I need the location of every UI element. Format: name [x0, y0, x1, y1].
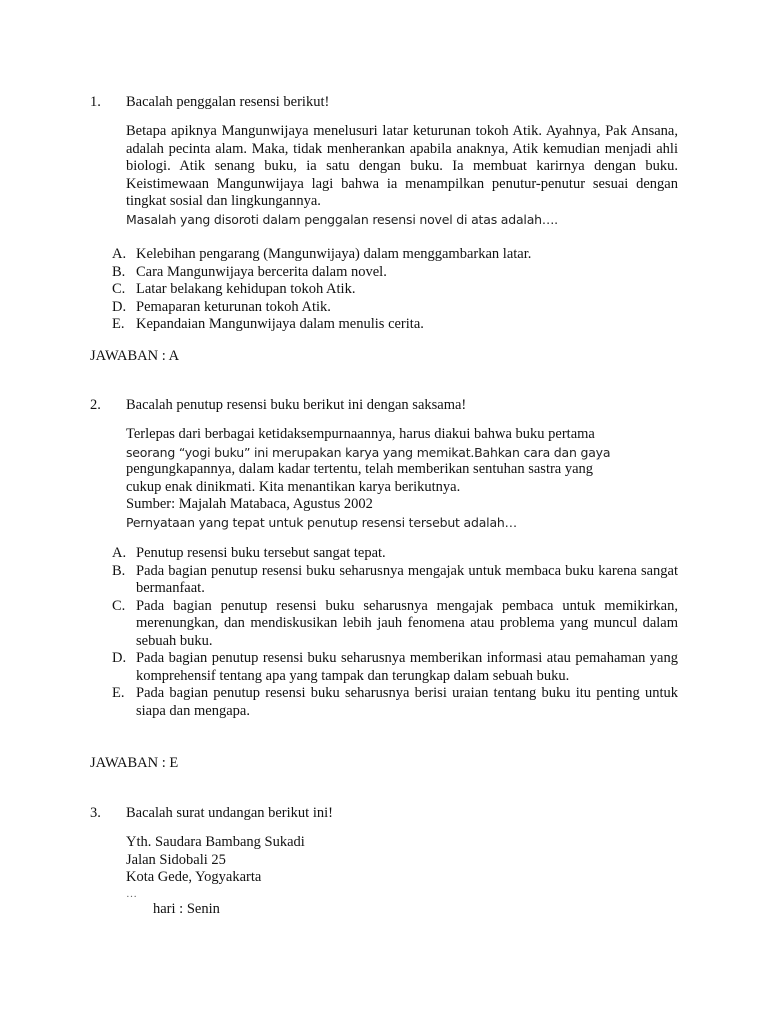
option-c[interactable]: C. Pada bagian penutup resensi buku seharusnya mengajak pembaca untuk memikirkan, merenungkan, dan mendiskusikan lebih jauh fenomena atau problema yang muncul dalam sebuah buku. [112, 597, 678, 649]
question-number: 3. [90, 805, 101, 821]
letter-recipient: Yth. Saudara Bambang Sukadi [126, 834, 305, 850]
answer-key: JAWABAN : A [90, 348, 180, 364]
passage-line: seorang “yogi buku” ini merupakan karya yang memikat.Bahkan cara dan gaya [126, 444, 611, 460]
question-number: 1. [90, 94, 101, 110]
answer-options [112, 545, 678, 720]
passage-text: Betapa apiknya Mangunwijaya menelusuri latar keturunan tokoh Atik. Ayahnya, Pak Ansana, adalah pecinta alam. Maka, tidak menherankan apabila anaknya, Atik kemudian menjadi ahli biologi. Atik senang buku, ia satu dengan buku. Ia membuat karirnya dengan buku. Keistimewaan Mangunwijaya lagi bahwa ia menampilkan penutur-penutur sesuai dengan tingkat sosial dan lingkungannya. [126, 123, 678, 209]
option-d[interactable]: D. Pemaparan keturunan tokoh Atik. [112, 298, 331, 315]
option-b[interactable]: B. Cara Mangunwijaya bercerita dalam novel. [112, 263, 387, 280]
question-text: Pernyataan yang tepat untuk penutup resensi tersebut adalah… [126, 514, 517, 530]
question-instruction: Bacalah penutup resensi buku berikut ini dengan saksama! [126, 397, 467, 413]
option-b[interactable]: B. Pada bagian penutup resensi buku seharusnya mengajak untuk membaca buku karena sangat bermanfaat. [112, 562, 678, 596]
letter-day: hari : Senin [153, 900, 220, 917]
letter-ellipsis: … [126, 887, 137, 900]
review-passage [126, 123, 678, 228]
option-c[interactable]: C. Latar belakang kehidupan tokoh Atik. [112, 281, 356, 297]
option-d[interactable]: D. Pada bagian penutup resensi buku seharusnya memberikan informasi atau pemahaman yang komprehensif tentang apa yang tampak dan terungkap dalam sebuah buku. [112, 650, 678, 684]
review-closing-passage [126, 426, 678, 531]
option-a[interactable]: A. Penutup resensi buku tersebut sangat tepat. [112, 545, 386, 561]
passage-source: Sumber: Majalah Matabaca, Agustus 2002 [126, 496, 373, 512]
letter-address-city: Kota Gede, Yogyakarta [126, 869, 262, 885]
option-e[interactable]: E. Pada bagian penutup resensi buku seharusnya berisi uraian tentang buku itu penting untuk siapa dan mengapa. [112, 685, 678, 719]
question-instruction: Bacalah surat undangan berikut ini! [126, 805, 333, 821]
question-number: 2. [90, 397, 101, 413]
passage-line: Terlepas dari berbagai ketidaksempurnaannya, harus diakui bahwa buku pertama [126, 426, 595, 442]
passage-line: cukup enak dinikmati. Kita menantikan karya berikutnya. [126, 478, 461, 495]
option-e[interactable]: E. Kepandaian Mangunwijaya dalam menulis cerita. [112, 316, 424, 332]
question-text: Masalah yang disoroti dalam penggalan resensi novel di atas adalah…. [126, 211, 558, 227]
invitation-letter [126, 834, 678, 918]
letter-address-street: Jalan Sidobali 25 [126, 851, 226, 868]
question-instruction: Bacalah penggalan resensi berikut! [126, 94, 330, 110]
answer-options [112, 246, 678, 334]
option-a[interactable]: A. Kelebihan pengarang (Mangunwijaya) dalam menggambarkan latar. [112, 246, 532, 262]
passage-line: pengungkapannya, dalam kadar tertentu, telah memberikan sentuhan sastra yang [126, 461, 594, 477]
answer-key: JAWABAN : E [90, 755, 179, 771]
